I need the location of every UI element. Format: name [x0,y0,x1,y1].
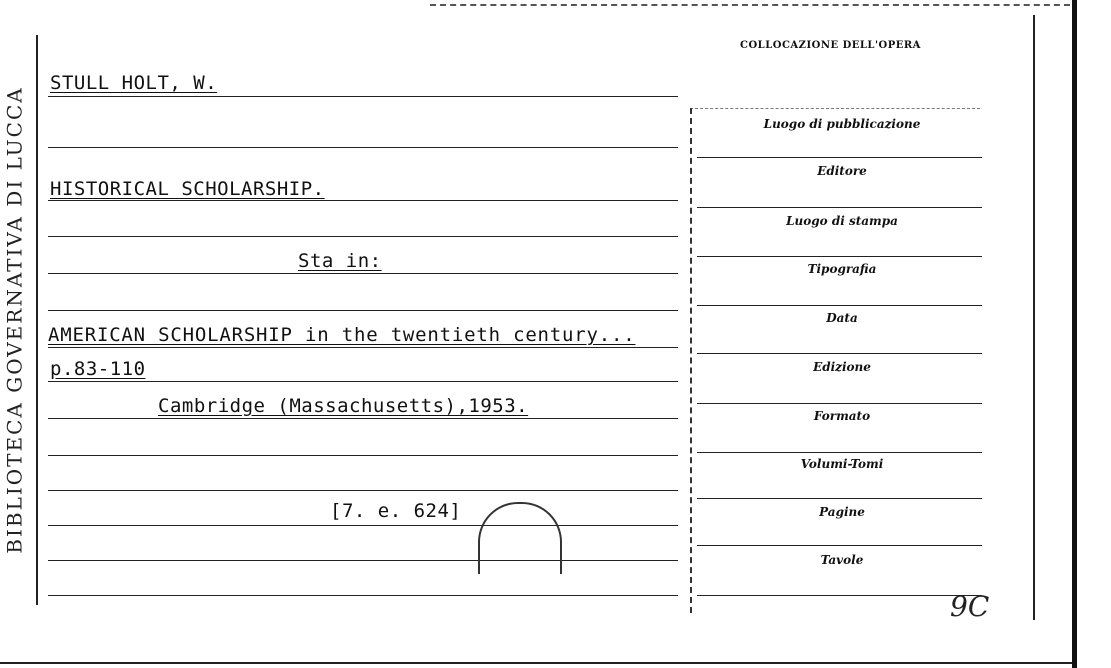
author-name: STULL HOLT, W. [50,72,218,94]
field-volumi-tomi: Volumi-Tomi [800,457,884,471]
field-edizione: Edizione [813,360,871,374]
field-line [697,595,982,596]
field-line [697,157,982,158]
field-luogo-pubblicazione: Luogo di pubblicazione [763,117,921,131]
field-tipografia: Tipografia [807,262,877,276]
field-line [697,207,982,208]
ruled-line [48,200,678,201]
ruled-line [48,560,678,561]
ruled-line [48,96,678,97]
scan-right-edge [1072,0,1077,668]
ruled-line [48,595,678,596]
ruled-line [48,273,678,274]
scan-bottom-edge [0,662,1072,664]
sta-in-label: Sta in: [298,250,382,272]
handwritten-note: 9C [950,590,990,623]
page-range: p.83-110 [50,358,146,380]
place-year: Cambridge (Massachusetts),1953. [158,395,529,417]
ruled-line [48,525,678,526]
card-right-edge [1033,15,1035,620]
field-tavole: Tavole [820,553,864,567]
field-luogo-stampa: Luogo di stampa [786,214,898,228]
ruled-line [48,310,678,311]
field-line [697,545,982,546]
box-left-line [690,108,692,613]
field-line [697,305,982,306]
source-title: AMERICAN SCHOLARSHIP in the twentieth century... [48,324,636,346]
field-line [697,353,982,354]
library-side-label [2,20,28,620]
left-margin-line [36,35,38,605]
collocazione-header: COLLOCAZIONE DELL'OPERA [740,40,921,51]
ruled-line [48,347,678,348]
library-name: BIBLIOTECA GOVERNATIVA DI LUCCA [3,86,27,554]
field-pagine: Pagine [819,505,865,519]
field-line [697,403,982,404]
field-formato: Formato [813,409,871,423]
ruled-line [48,490,678,491]
field-line [697,498,982,499]
field-line [697,256,982,257]
ruled-line [48,418,678,419]
field-line [697,452,982,453]
ruled-line [48,147,678,148]
scan-top-edge [430,4,1070,6]
punch-hole [478,502,562,574]
ruled-line [48,381,678,382]
box-top-line [690,108,980,109]
field-data: Data [826,311,858,325]
work-title: HISTORICAL SCHOLARSHIP. [50,178,325,200]
ruled-line [48,455,678,456]
field-editore: Editore [817,164,867,178]
ruled-line [48,236,678,237]
shelfmark: [7. e. 624] [330,500,462,522]
